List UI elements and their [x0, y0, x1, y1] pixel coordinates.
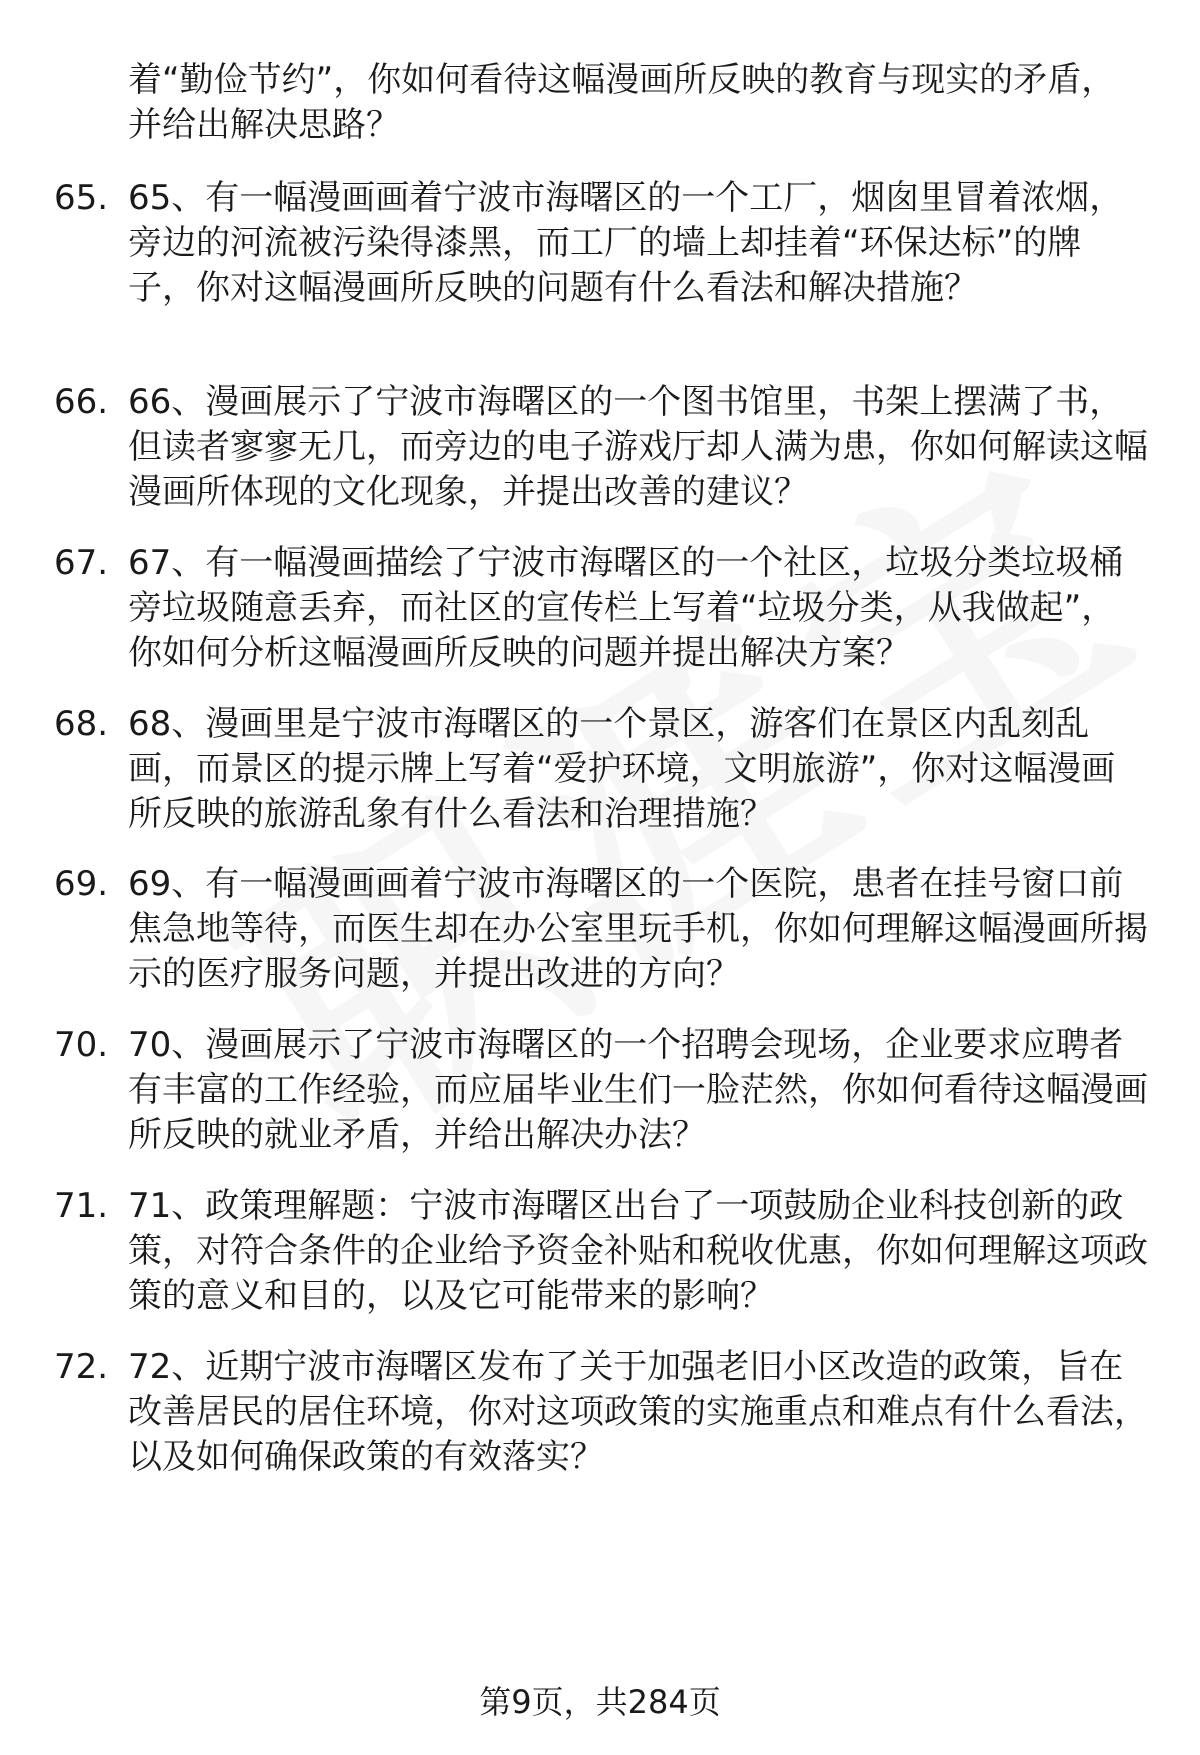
question-text: 69、有一幅漫画画着宁波市海曙区的一个医院，患者在挂号窗口前焦急地等待，而医生却在办公室里玩手机，你如何理解这幅漫画所揭示的医疗服务问题，并提出改进的方向？: [128, 864, 1148, 994]
question-number: 66.: [54, 382, 109, 422]
question-text: 70、漫画展示了宁波市海曙区的一个招聘会现场，企业要求应聘者有丰富的工作经验，而应届毕业生们一脸茫然，你如何看待这幅漫画所反映的就业矛盾，并给出解决办法？: [128, 1025, 1148, 1155]
question-text: 72、近期宁波市海曙区发布了关于加强老旧小区改造的政策，旨在改善居民的居住环境，你对这项政策的实施重点和难点有什么看法，以及如何确保政策的有效落实？: [128, 1347, 1148, 1477]
question-number: 65.: [54, 178, 109, 218]
question-number: 68.: [54, 704, 109, 744]
page-footer: 第9页，共284页: [479, 1683, 721, 1721]
question-text: 71、政策理解题：宁波市海曙区出台了一项鼓励企业科技创新的政策，对符合条件的企业给予资金补贴和税收优惠，你如何理解这项政策的意义和目的，以及它可能带来的影响？: [128, 1186, 1148, 1316]
question-text: 67、有一幅漫画描绘了宁波市海曙区的一个社区，垃圾分类垃圾桶旁垃圾随意丢弃，而社区的宣传栏上写着“垃圾分类，从我做起”，你如何分析这幅漫画所反映的问题并提出解决方案？: [128, 543, 1124, 673]
question-number: 69.: [54, 864, 109, 904]
question-text: 65、有一幅漫画画着宁波市海曙区的一个工厂，烟囱里冒着浓烟，旁边的河流被污染得漆黑，而工厂的墙上却挂着“环保达标”的牌子，你对这幅漫画所反映的问题有什么看法和解决措施？: [128, 178, 1124, 308]
question-number: 70.: [54, 1025, 109, 1065]
continuation-paragraph: 着“勤俭节约”，你如何看待这幅漫画所反映的教育与现实的矛盾，并给出解决思路？: [128, 60, 1116, 145]
question-text: 68、漫画里是宁波市海曙区的一个景区，游客们在景区内乱刻乱画，而景区的提示牌上写着“爱护环境，文明旅游”，你对这幅漫画所反映的旅游乱象有什么看法和治理措施？: [128, 704, 1116, 834]
question-text: 66、漫画展示了宁波市海曙区的一个图书馆里，书架上摆满了书，但读者寥寥无几，而旁边的电子游戏厅却人满为患，你如何解读这幅漫画所体现的文化现象，并提出改善的建议？: [128, 382, 1148, 512]
question-number: 67.: [54, 543, 109, 583]
question-number: 72.: [54, 1347, 109, 1387]
question-number: 71.: [54, 1186, 109, 1226]
